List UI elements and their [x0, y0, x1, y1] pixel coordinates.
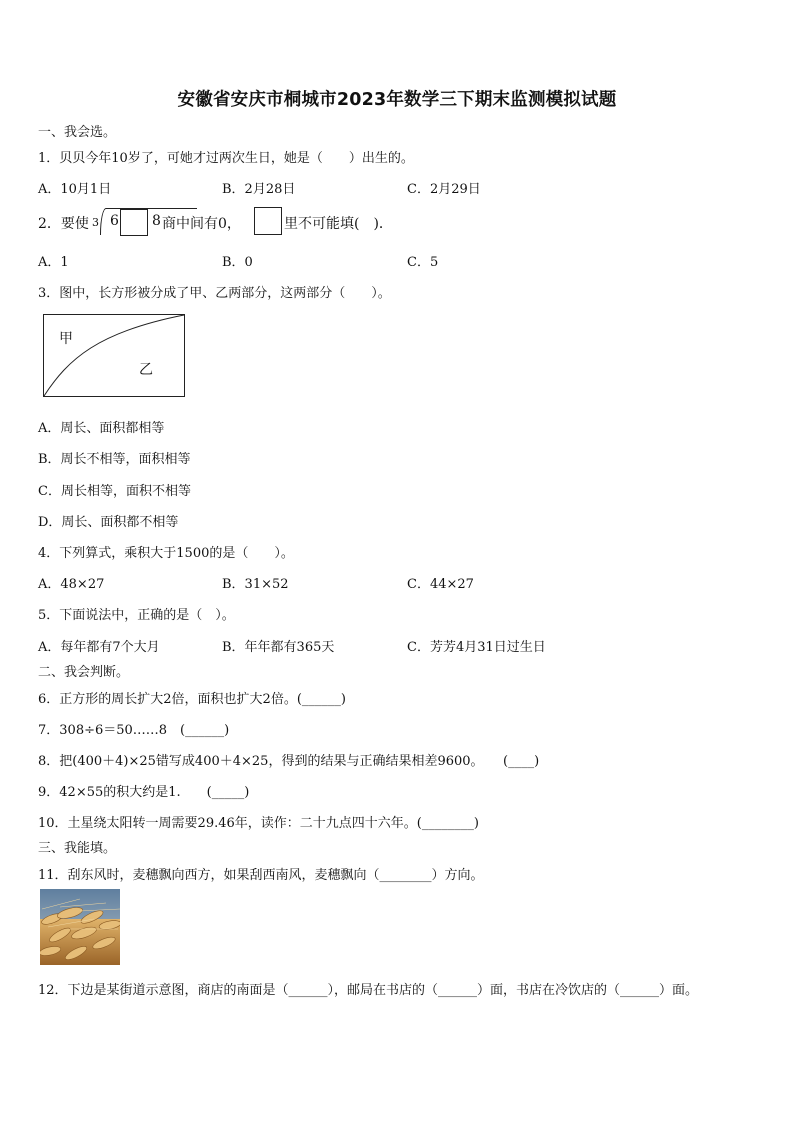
question-12-text: 12．下边是某街道示意图，商店的南面是（______），邮局在书店的（______）面，书店在冷饮店的（______）面。	[38, 983, 699, 998]
question-3-option-d: D．周长、面积都不相等	[38, 515, 179, 530]
question-4-option-c: C．44×27	[407, 577, 474, 592]
question-2-prefix: 2．要使	[38, 216, 89, 232]
question-3-text: 3．图中，长方形被分成了甲、乙两部分，这两部分（ ）。	[38, 286, 391, 301]
question-1-option-a: A．10月1日	[38, 182, 112, 197]
question-2-blank-box-2	[254, 207, 282, 235]
question-1-text: 1．贝贝今年10岁了，可她才过两次生日，她是（ ）出生的。	[38, 151, 414, 166]
question-8-text: 8．把(400＋4)×25错写成400＋4×25，得到的结果与正确结果相差9600。 (____)	[38, 754, 540, 769]
rectangle-diagram	[43, 314, 185, 397]
question-10-text: 10．土星绕太阳转一周需要29.46年，读作：二十九点四十六年。(________)	[38, 816, 479, 831]
question-5-option-a: A．每年都有7个大月	[38, 640, 160, 655]
question-1-option-c: C．2月29日	[407, 182, 481, 197]
question-3-option-b: B．周长不相等，面积相等	[38, 452, 191, 467]
question-2-option-c: C．5	[407, 255, 439, 270]
question-3-option-c: C．周长相等，面积不相等	[38, 484, 191, 499]
question-4-option-b: B．31×52	[222, 577, 289, 592]
question-7-text: 7．308÷6＝50……8 (______)	[38, 723, 230, 738]
question-2-suffix: 里不可能填( )．	[284, 216, 393, 232]
question-4-text: 4．下列算式，乘积大于1500的是（ ）。	[38, 546, 294, 561]
label-yi: 乙	[139, 362, 153, 378]
question-2-divisor: 3	[92, 216, 99, 229]
wheat-image	[40, 889, 120, 965]
question-5-option-c: C．芳芳4月31日过生日	[407, 640, 546, 655]
question-4-option-a: A．48×27	[38, 577, 105, 592]
question-5-text: 5．下面说法中，正确的是（ ）。	[38, 608, 235, 623]
section-heading-judge: 二、我会判断。	[38, 665, 130, 680]
question-1-option-b: B．2月28日	[222, 182, 296, 197]
question-2-digit-3: 8	[152, 213, 161, 229]
section-heading-choose: 一、我会选。	[38, 125, 117, 140]
question-5-option-b: B．年年都有365天	[222, 640, 335, 655]
wheat-picture	[40, 889, 120, 965]
question-2-option-a: A．1	[38, 255, 69, 270]
question-11-text: 11．刮东风时，麦穗飘向西方，如果刮西南风，麦穗飘向（________）方向。	[38, 868, 484, 883]
question-6-text: 6．正方形的周长扩大2倍，面积也扩大2倍。(______)	[38, 692, 346, 707]
page-title: 安徽省安庆市桐城市2023年数学三下期末监测模拟试题	[177, 90, 617, 110]
question-2-digit-1: 6	[110, 213, 119, 229]
question-3-option-a: A．周长、面积都相等	[38, 421, 165, 436]
question-2-blank-box	[120, 209, 148, 236]
question-2-middle-text: 商中间有0，	[162, 216, 241, 232]
section-heading-fill: 三、我能填。	[38, 841, 117, 856]
rectangle-figure	[43, 314, 185, 397]
question-2-option-b: B．0	[222, 255, 253, 270]
label-jia: 甲	[59, 331, 73, 347]
question-9-text: 9．42×55的积大约是1. (_____)	[38, 785, 250, 800]
